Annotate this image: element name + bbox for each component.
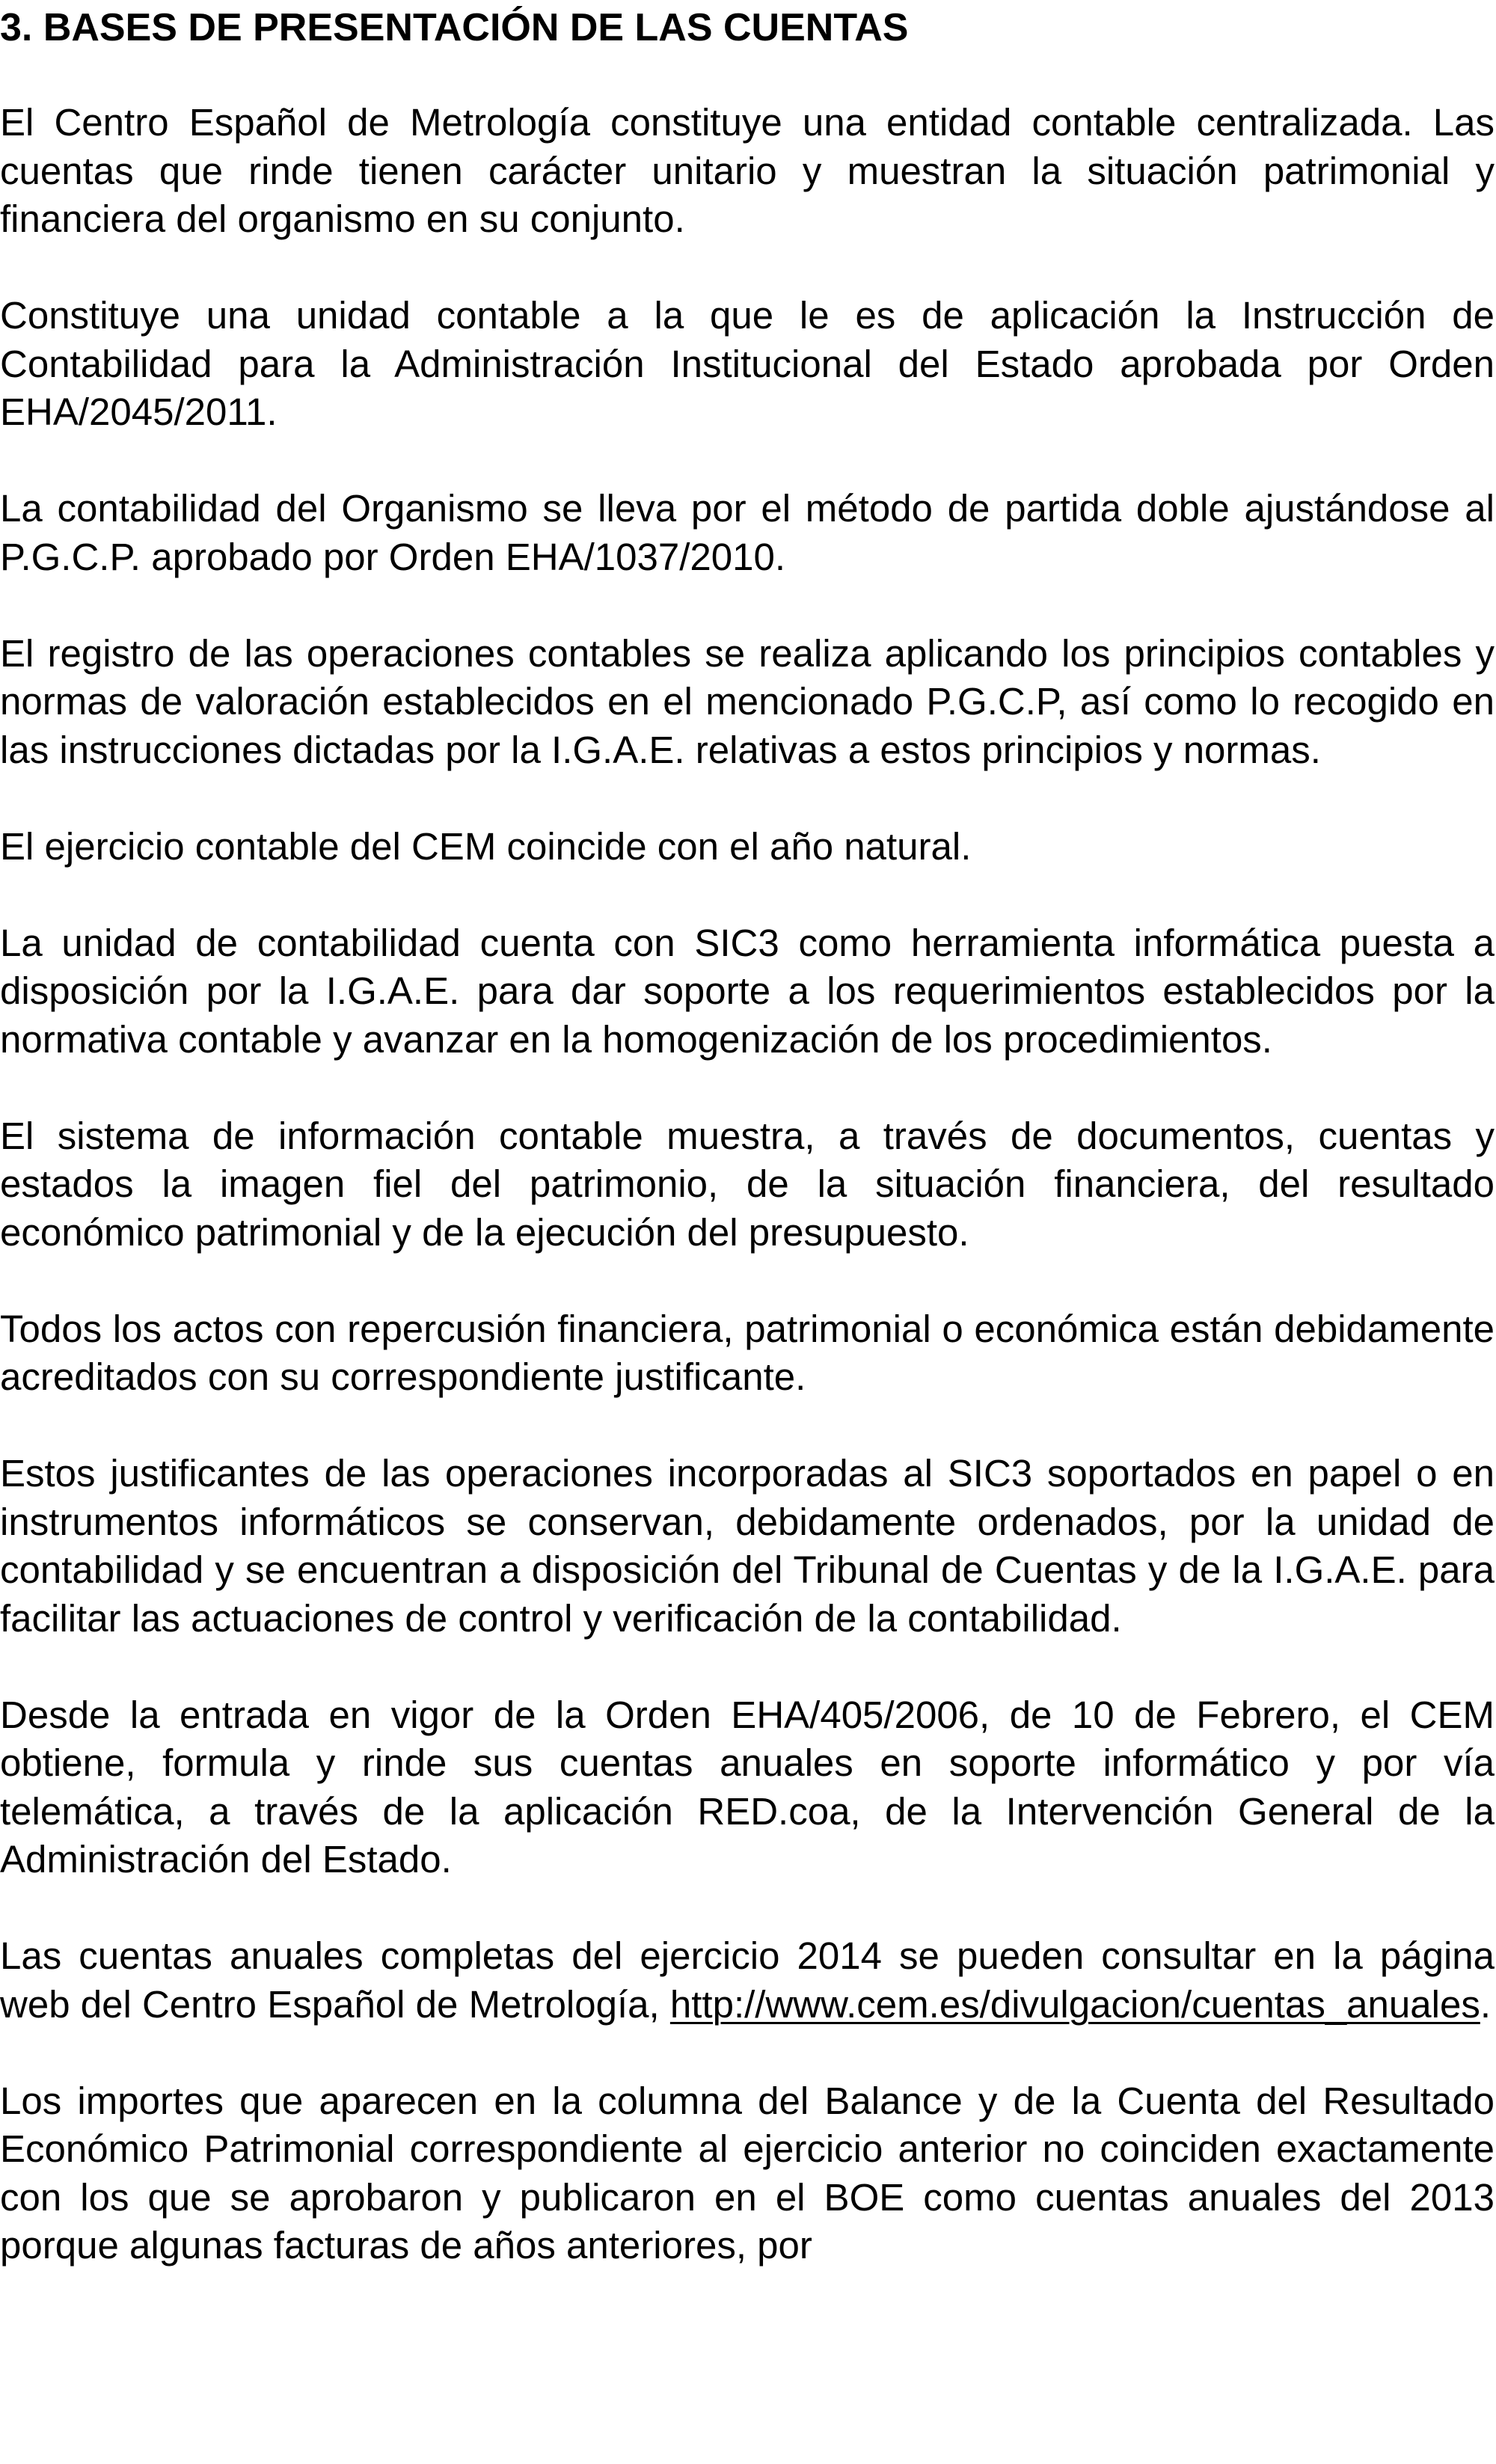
paragraph-conservacion-justificantes: Estos justificantes de las operaciones incorporadas al SIC3 soportados en papel o en instrumentos informáticos se conservan, debidamente ordenados, por la unidad de contabilidad y se encuentran a disposición del Tribunal de Cuentas y de la I.G.A.E. para facilitar las actuaciones de control y verificación de la contabilidad. bbox=[0, 1452, 1495, 1640]
paragraph-importes-ejercicio-anterior: Los importes que aparecen en la columna del Balance y de la Cuenta del Resultado Económico Patrimonial correspondiente al ejercicio anterior no coinciden exactamente con los que se aprobaron y publicaron en el BOE como cuentas anuales del 2013 porque algunas facturas de años anteriores, por bbox=[0, 2079, 1495, 2267]
paragraph-red-coa: Desde la entrada en vigor de la Orden EHA/405/2006, de 10 de Febrero, el CEM obtiene, formula y rinde sus cuentas anuales en soporte informático y por vía telemática, a través de la aplicación RED.coa, de la Intervención General de la Administración del Estado. bbox=[0, 1693, 1495, 1881]
paragraph-unidad-contable: Constituye una unidad contable a la que le es de aplicación la Instrucción de Contabilidad para la Administración Institucional del Estado aprobada por Orden EHA/2045/2011. bbox=[0, 294, 1495, 433]
paragraph-partida-doble: La contabilidad del Organismo se lleva por el método de partida doble ajustándose al P.G.C.P. aprobado por Orden EHA/1037/2010. bbox=[0, 487, 1495, 578]
section-title: 3. BASES DE PRESENTACIÓN DE LAS CUENTAS bbox=[0, 6, 909, 49]
paragraph-cuentas-web bbox=[0, 1932, 1495, 2029]
paragraph-ejercicio-contable: El ejercicio contable del CEM coincide con el año natural. bbox=[0, 824, 972, 868]
cuentas-web-text: Las cuentas anuales completas del ejercicio 2014 se pueden consultar en la página web del Centro Español de Metrología, bbox=[0, 1934, 1495, 2026]
paragraph-entidad-contable: El Centro Español de Metrología constituye una entidad contable centralizada. Las cuentas que rinde tienen carácter unitario y muestran la situación patrimonial y financiera del organismo en su conjunto. bbox=[0, 101, 1495, 240]
paragraph-sic3: La unidad de contabilidad cuenta con SIC3 como herramienta informática puesta a disposición por la I.G.A.E. para dar soporte a los requerimientos establecidos por la normativa contable y avanzar en la homogenización de los procedimientos. bbox=[0, 921, 1495, 1061]
document-body bbox=[0, 99, 1495, 2318]
cuentas-web-period: . bbox=[1480, 1982, 1491, 2026]
paragraph-sistema-informacion: El sistema de información contable muestra, a través de documentos, cuentas y estados la imagen fiel del patrimonio, de la situación financiera, del resultado económico patrimonial y de la ejecución del presupuesto. bbox=[0, 1114, 1495, 1254]
cuentas-anuales-link[interactable]: http://www.cem.es/divulgacion/cuentas_anuales bbox=[669, 1982, 1480, 2026]
paragraph-justificantes: Todos los actos con repercusión financiera, patrimonial o económica están debidamente acreditados con su correspondiente justificante. bbox=[0, 1307, 1495, 1398]
paragraph-registro-operaciones: El registro de las operaciones contables se realiza aplicando los principios contables y normas de valoración establecidos en el mencionado P.G.C.P, así como lo recogido en las instrucciones dictadas por la I.G.A.E. relativas a estos principios y normas. bbox=[0, 631, 1495, 771]
